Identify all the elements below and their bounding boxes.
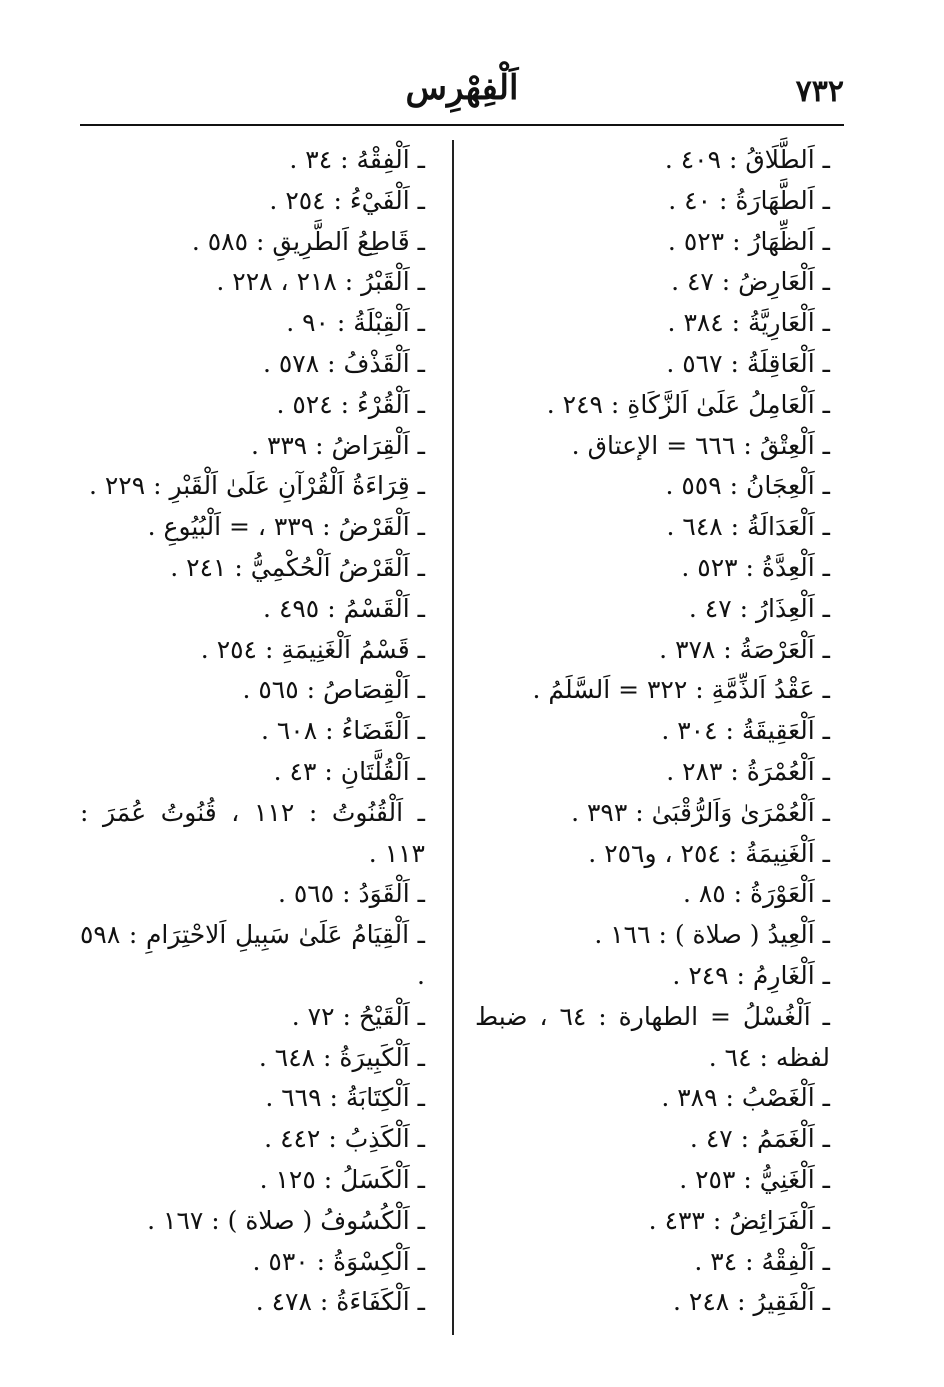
index-entry: ـ اَلْكَسَلُ : ١٢٥ . <box>259 1164 425 1194</box>
index-entry: ـ اَلْعَامِلُ عَلَىٰ اَلزَّكَاةِ : ٢٤٩ . <box>546 389 830 419</box>
index-entry: ـ اَلْقَسْمُ : ٤٩٥ . <box>263 593 425 623</box>
page-header <box>80 60 844 120</box>
column-divider <box>452 140 454 1335</box>
header-rule <box>80 124 844 126</box>
index-entry: ـ اَلْفَقِيرُ : ٢٤٨ . <box>673 1287 830 1317</box>
index-entry: ـ اَلْقُلَّتَانِ : ٤٣ . <box>273 756 425 786</box>
page-number: ٧٣٢ <box>795 74 844 109</box>
index-entry: ـ اَلْعَارِضُ : ٤٧ . <box>671 267 830 297</box>
index-entry: ـ اَلْفَرَائِضُ : ٤٣٣ . <box>648 1205 830 1235</box>
index-entry: ـ اَلْعَقِيقَةُ : ٣٠٤ . <box>661 716 830 746</box>
index-entry: ـ اَلطَّهَارَةُ : ٤٠ . <box>668 185 830 215</box>
index-entry: ـ اَلْعَرْصَةُ : ٣٧٨ . <box>659 634 830 664</box>
index-entry: ـ اَلْقِيَامُ عَلَىٰ سَبِيلِ اَلاحْتِرَامِ : ٥٩٨ . <box>80 920 425 990</box>
index-entry: ـ اَلْقَرْضُ اَلْحُكْمِيُّ : ٢٤١ . <box>170 552 425 582</box>
index-entry: ـ اَلْعِدَّةُ : ٥٢٣ . <box>681 552 830 582</box>
index-entry: ـ اَلْعِذَارُ : ٤٧ . <box>688 593 830 623</box>
index-entry: ـ قَسْمُ اَلْغَنِيمَةِ : ٢٥٤ . <box>200 634 425 664</box>
index-entry: ـ اَلْعِتْقُ : ٦٦٦ = الإعتاق . <box>571 430 830 460</box>
index-entry: ـ اَلْكَذِبُ : ٤٤٢ . <box>264 1124 425 1154</box>
index-entry: ـ اَلْغَارِمُ : ٢٤٩ . <box>672 960 830 990</box>
page-title: اَلْفِهْرِس <box>405 68 519 108</box>
index-entry: ـ اَلْعِجَانُ : ٥٥٩ . <box>665 471 830 501</box>
index-entry: ـ اَلْعِيدُ ( صلاة ) : ١٦٦ . <box>594 920 830 950</box>
index-entry: ـ اَلْقَضَاءُ : ٦٠٨ . <box>260 716 425 746</box>
index-entry: ـ اَلْقَذْفُ : ٥٧٨ . <box>262 348 425 378</box>
index-entry: ـ اَلْقُنُوتُ : ١١٢ ، قُنُوتُ عُمَرَ : ١١٣ . <box>80 797 425 868</box>
index-entry: ـ قَاطِعُ اَلطَّرِيقِ : ٥٨٥ . <box>191 226 425 256</box>
index-entry: ـ اَلْقَيْحُ : ٧٢ . <box>291 1001 425 1031</box>
index-entry: ـ اَلْعُمْرَىٰ وَاَلرُّقْبَىٰ : ٣٩٣ . <box>571 797 830 827</box>
index-entry: ـ اَلْعَدَالَةُ : ٦٤٨ . <box>666 512 830 542</box>
index-entry: ـ اَلْقَرْضُ : ٣٣٩ ، = اَلْبُيُوعِ . <box>147 512 425 542</box>
index-entry: ـ اَلطَّلَاقُ : ٤٠٩ . <box>664 145 830 174</box>
index-entry: ـ اَلْكُسُوفُ ( صلاة ) : ١٦٧ . <box>147 1205 425 1235</box>
index-entry: ـ اَلْكِتَابَةُ : ٦٦٩ . <box>265 1083 425 1113</box>
index-entry: ـ قِرَاءَةُ اَلْقُرْآنِ عَلَىٰ اَلْقَبْرِ : ٢٢٩ . <box>88 471 425 501</box>
index-entry: ـ اَلْعَارِيَّةُ : ٣٨٤ . <box>667 308 830 338</box>
index-entry: ـ اَلْقُرْءُ : ٥٢٤ . <box>276 389 425 419</box>
index-entry: ـ اَلْعُمْرَةُ : ٢٨٣ . <box>666 756 830 786</box>
index-entry: ـ اَلْفِقْهُ : ٣٤ . <box>289 145 425 174</box>
index-entry: ـ اَلْقَوَدُ : ٥٦٥ . <box>277 879 425 909</box>
index-entry: ـ اَلْعَاقِلَةُ : ٥٦٧ . <box>666 348 830 378</box>
index-entry: ـ اَلْغُسْلُ = الطهارة : ٦٤ ، ضبط لفظه : ٦٤ . <box>475 1001 830 1072</box>
index-entry: ـ اَلظِّهَارُ : ٥٢٣ . <box>667 226 830 256</box>
index-entry: ـ اَلْقِصَاصُ : ٥٦٥ . <box>242 675 425 705</box>
index-entry: ـ اَلْقَبْرُ : ٢١٨ ، ٢٢٨ . <box>216 267 425 297</box>
index-entry: ـ اَلْغَصْبُ : ٣٨٩ . <box>661 1083 830 1113</box>
index-entry: ـ عَقْدُ اَلذِّمَّةِ : ٣٢٢ = اَلسَّلَمُ . <box>532 675 830 705</box>
index-entry: ـ اَلْفَيْءُ : ٢٥٤ . <box>269 185 425 215</box>
index-entry: ـ اَلْعَوْرَةُ : ٨٥ . <box>682 879 830 909</box>
index-entry: ـ اَلْغَمَمُ : ٤٧ . <box>689 1124 830 1154</box>
index-entry: ـ اَلْفِقْهُ : ٣٤ . <box>694 1246 830 1276</box>
index-column-right <box>475 140 830 1323</box>
index-column-left <box>80 140 425 1323</box>
index-entry: ـ اَلْقِرَاضُ : ٣٣٩ . <box>251 430 425 460</box>
index-entry: ـ اَلْغَنِيُّ : ٢٥٣ . <box>679 1164 830 1194</box>
index-entry: ـ اَلْكَفَاءَةُ : ٤٧٨ . <box>255 1287 425 1317</box>
index-entry: ـ اَلْغَنِيمَةُ : ٢٥٤ ، و٢٥٦ . <box>588 838 830 868</box>
index-entry: ـ اَلْقِبْلَةُ : ٩٠ . <box>286 308 425 338</box>
index-entry: ـ اَلْكِسْوَةُ : ٥٣٠ . <box>252 1246 425 1276</box>
index-entry: ـ اَلْكَبِيرَةُ : ٦٤٨ . <box>258 1042 425 1072</box>
